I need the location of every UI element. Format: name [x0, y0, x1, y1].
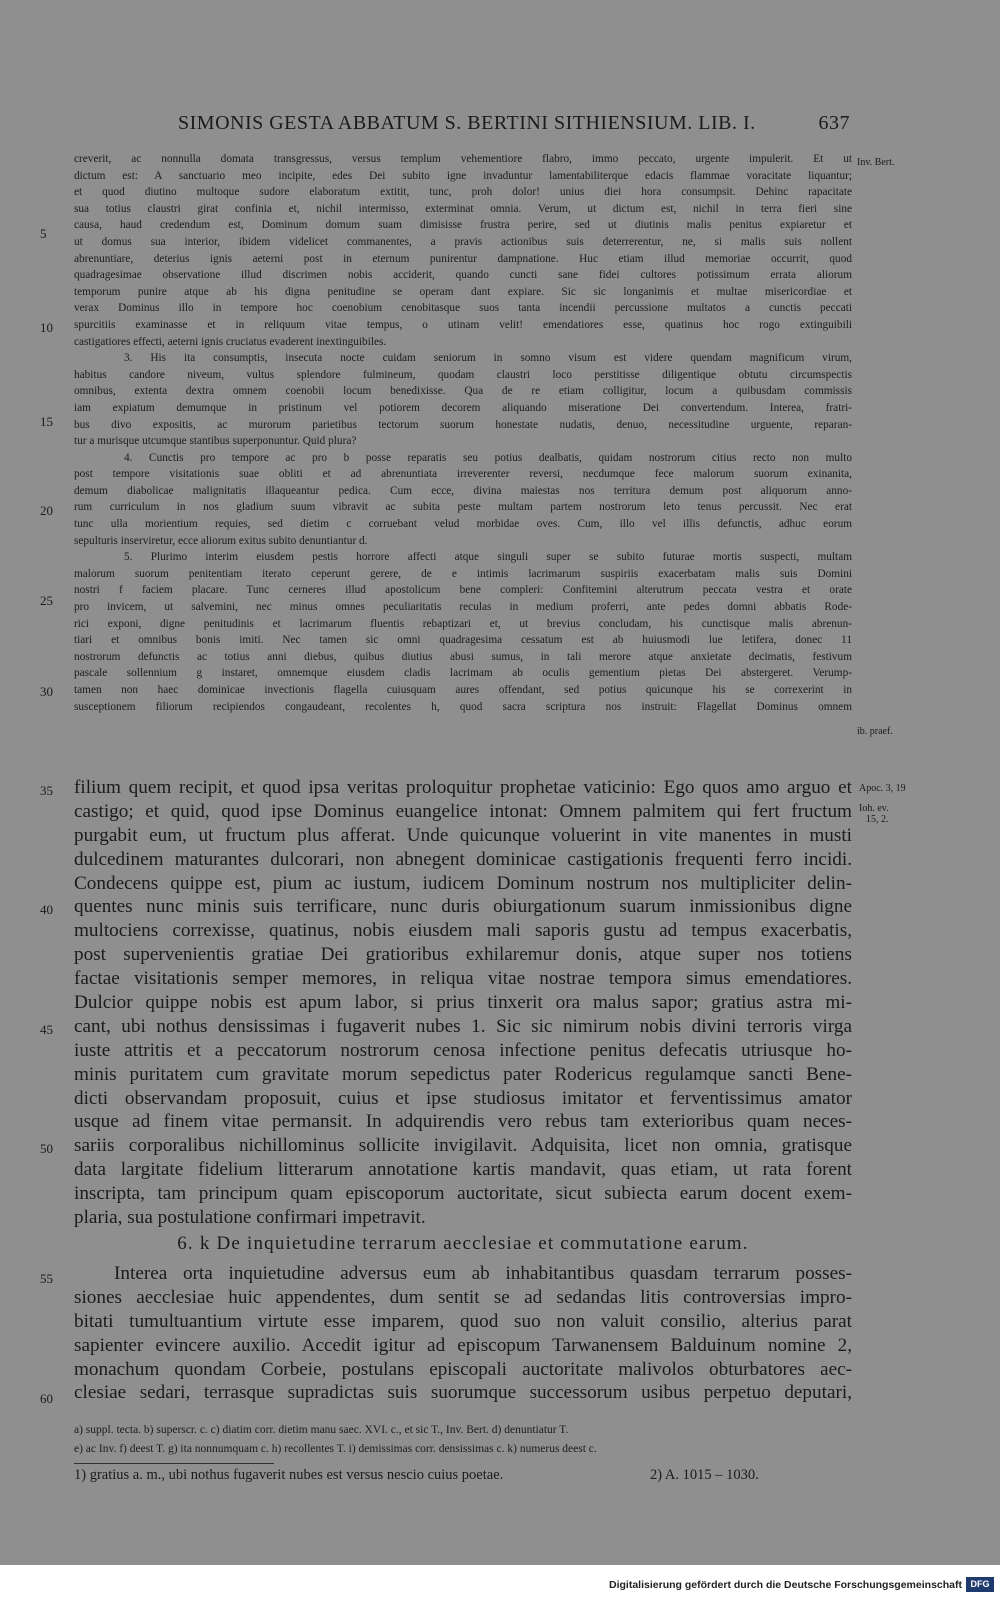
text-line: dicti observandam proposuit, cuius et ipse studiosus imitator et ferventissimus amator: [74, 1087, 852, 1109]
text-line: usque ad finem vitae permansit. In adquirendis vero rebus tam exterioribus quam neces-: [74, 1111, 852, 1133]
footnote-number-2: 2) A. 1015 – 1030.: [650, 1467, 759, 1483]
text-line: 4. Cunctis pro tempore ac pro b posse reparatis seu potius dealbatis, quidam nostrorum citius recto non multo: [124, 451, 852, 464]
text-line: omnibus, extenta dextra omnem coenobii locum benedixisse. Qua de re etiam colligitur, locum a quibusdam commissis: [74, 385, 852, 398]
text-line: abrenuntiare, deterius ignis aeterni post in eternum punirentur dampnatione. Huc etiam illud memoriae occurrit, quod: [74, 252, 852, 265]
text-line: quentes nunc minis suis terrificare, nunc duris obiurgationum suarum inmissionibus digne: [74, 896, 852, 918]
text-line: rum curriculum in nos gladium suum vibravit ac subita peste multam partem nostrorum leto tenus percussit. Nec erat: [74, 501, 852, 514]
text-line: malorum suorum penitentiam iterato ceperunt gerere, de e intimis lacrimarum suspiriis exacerbatam malis suis Domini: [74, 567, 852, 580]
text-line: minis puritatem cum gravitate morum sepedictus pater Rodericus regulamque sancti Bene-: [74, 1063, 852, 1085]
text-line: bitati tumultuantium virtute esse imparem, quod suo non valuit consilio, alterius parat: [74, 1310, 852, 1332]
text-line: cant, ubi nothus densissimas i fugaverit nubes 1. Sic sic nimirum nobis divini terroris virga: [74, 1015, 852, 1037]
text-line: siones aecclesiae huic appendentes, dum sentit se ad sedandas litis controversias impro-: [74, 1286, 852, 1308]
text-line: iam expiatum demumque in pristinum vel potiorem decorem aliquando miseratione Dei convertendum. Interea, fratri-: [74, 401, 852, 414]
text-line: causa, haud credendum est, Dominum domum suam dimisisse frustra perire, sed ut diutinis malis penitus expiaretur et: [74, 219, 852, 232]
text-line: spurcitiis examinasse et in reliquum vitae tempus, o utinam velit! emendatiores esse, quatinus hoc rogo extinguibili: [74, 318, 852, 331]
running-title: SIMONIS GESTA ABBATUM S. BERTINI SITHIENSIUM. LIB. I.: [178, 112, 756, 134]
text-line: sariis corporalibus nichillominus sollicite invigilavit. Adquisita, licet non omnia, gratisque: [74, 1135, 852, 1157]
large-text-block: [74, 776, 852, 1230]
footnote-line: a) suppl. tecta. b) superscr. c. c) diatim corr. dietim manu saec. XVI. c., et sic T., Inv. Bert. d) denuntiatur T.: [74, 1424, 569, 1436]
text-line: sapienter evincere auxilio. Accedit igitur ad episcopum Tarwanensem Balduinum nomine 2,: [74, 1334, 852, 1356]
text-line: inscripta, tam principum quam episcoporum auctoritate, sicut subiecta earum docent exem-: [74, 1183, 852, 1205]
text-line: susceptionem filiorum recipiendos congaudeant, recolentes h, quod sacra scriptura nos instruit: Flagellat Dominus omnem: [74, 700, 852, 713]
text-line: nostrorum defunctis ac totius anni diebus, quibus diutius abusi sumus, in tali merore atque anxietate decimatis, festivum: [74, 650, 852, 663]
line-number: 55: [40, 1271, 53, 1286]
line-number: 50: [40, 1141, 53, 1156]
line-number: 60: [40, 1391, 53, 1406]
text-line: quadragesimae observatione illud discrimen nobis acciderit, quando cuncti sane fidei cultores potissimum errata aliorum: [74, 269, 852, 282]
text-line: sua totius claustri girat confinia et, nichil intermisso, exterminat omnia. Verum, ut dictum est, nichil in terra fieri sine: [74, 202, 852, 215]
line-number: 10: [40, 320, 53, 335]
text-line: 5. Plurimo interim eiusdem pestis horrore affecti atque singuli super se subito futurae mortis suspecti, multam: [124, 551, 852, 564]
line-number: 40: [40, 902, 53, 917]
footnote-rule: [74, 1463, 274, 1464]
text-line: tiari et omnibus bonis imiti. Nec tamen sic omni quadragesima cessatum est ab huiusmodi lue letifera, donec 11: [74, 634, 852, 647]
text-line: pro invicem, ut salvemini, nec minus omnes peculiaritatis reculas in medium proferri, ante pedes domni abbatis Rode-: [74, 601, 852, 614]
text-line: creverit, ac nonnulla domata transgressus, versus templum vehementiore flabro, immo peccato, urgente impulerit. Et ut: [74, 153, 852, 165]
text-line: Interea orta inquietudine adversus eum ab inhabitantibus quasdam terrarum posses-: [114, 1263, 852, 1284]
text-line: dulcedinem maturantes dulcorari, non abnegent dominicae castigationis frequenti ferro incidi.: [74, 848, 852, 870]
text-line: temporum punire atque ab his digna penitudine se operam dant expiare. Sic sic longanimis et multae misericordiae et: [74, 285, 852, 298]
small-text-block: [74, 151, 852, 715]
text-line: pascale sollennium g instaret, omnemque eiusdem cladis lacrimam ab oculis gementium pietas Dei abstergeret. Verump-: [74, 667, 852, 680]
line-number: 35: [40, 783, 53, 798]
line-number: 25: [40, 593, 53, 608]
text-line: sepulturis inserviretur, ecce aliorum exitus subito denuntiantur d.: [74, 534, 368, 547]
text-line: 3. His ita consumptis, insecuta nocte cuidam seniorum in somno visum est videre quendam magnificum virum,: [124, 352, 852, 365]
text-line: rici exponi, digne penitudinis et lacrimarum fluentis rebaptizari et, ut brevius concludam, his cunctisque malis abrenun-: [74, 617, 852, 630]
text-line: demum diabolicae malignitatis illaqueantur pedica. Cum ecce, divina maiestas nos territura demum post aliquorum anno-: [74, 484, 852, 497]
text-line: clesiae sedari, terrasque supradictas suis suorumque successorum usibus perpetuo deputari,: [74, 1382, 852, 1404]
line-number: 45: [40, 1022, 53, 1037]
text-line: Dulcior quippe nobis est apum labor, si prius tinxerit ora malus sapor; gratius astra mi-: [74, 992, 852, 1014]
text-line: castigo; et quid, quod ipse Dominus euangelice intonat: Omnem palmitem qui fert fructum: [74, 800, 852, 822]
text-line: verax Dominus illo in tempore hoc coenobium cenobitasque suos tanta incendii percussione multatos a cunctis peccati: [74, 302, 852, 315]
text-line: castigatiores effecti, aeterni ignis cruciatus evaderent inextinguibiles.: [74, 335, 387, 348]
text-line: purgabit eum, ut fructum plus afferat. Unde quicunque voluerint in vite manentes in musti: [74, 824, 852, 846]
text-line: monachum quondam Corbeie, postulans episcopali auctoritate malivolos obturbatores aec-: [74, 1358, 852, 1380]
footnote-number-1: 1) gratius a. m., ubi nothus fugaverit nubes est versus nescio cuius poetae.: [74, 1467, 504, 1483]
line-number: 5: [40, 226, 47, 241]
text-line: et quod diutino multoque sudore elaboratum extitit, tunc, proh dolor! unius diei hora consumpsit. Dehinc rapacitate: [74, 186, 852, 199]
margin-note: 15, 2.: [866, 814, 889, 825]
text-line: tunc ulla morientium requies, sed dietim c corruebant velud morbidae oves. Cum, illo vel illis defunctis, adhuc eorum: [74, 518, 852, 531]
margin-note: ib. praef.: [857, 726, 893, 737]
large-text-block-2: [74, 1262, 852, 1405]
credit-bar: [0, 1565, 1000, 1599]
text-line: tamen non haec dominicae invectionis flagella cuiusquam aures offendant, sed potius quicunque his se correxerint in: [74, 684, 852, 696]
line-number: 15: [40, 414, 53, 429]
text-line: habitus candore niveum, vultus splendore fulmineum, quodam claustri loco perstitisse diligentique obtutu circumspectis: [74, 368, 852, 381]
margin-note: Inv. Bert.: [857, 157, 895, 168]
text-line: ut domus sua interior, ibidem videlicet commanentes, a pravis actionibus suis deterrerentur, ne, si malis suis nollent: [74, 235, 852, 248]
text-line: iuste attritis et a peccatorum nostrorum cenosa infectione penitus defecatis utriusque ho-: [74, 1039, 852, 1061]
text-line: tur a murisque utcumque stantibus superponuntur. Quid plura?: [74, 435, 357, 448]
text-line: filium quem recipit, et quod ipsa veritas proloquitur prophetae vaticinio: Ego quos amo arguo et: [74, 777, 852, 798]
page-number: 637: [818, 112, 850, 134]
margin-note: Apoc. 3, 19: [859, 783, 906, 794]
margin-note: Ioh. ev.: [859, 803, 889, 814]
text-line: post supervenientis gratiae Dei gratioribus exhilaremur donis, atque super nos totiens: [74, 944, 852, 966]
credit-text: Digitalisierung gefördert durch die Deutsche Forschungsgemeinschaft: [609, 1579, 962, 1591]
dfg-logo: DFG: [966, 1577, 994, 1592]
text-line: nostri f faciem placare. Tunc cerneres illud apostolicum bene compleri: Confitemini alterutrum peccata vestra et orate: [74, 584, 852, 597]
text-line: bus divo expositis, ac murorum parietibus tectorum suorum honestate nudatis, denuo, necessitudine urguente, reparan-: [74, 418, 852, 431]
running-header: [178, 112, 850, 142]
text-line: post tempore visitationis suae obliti et ad abrenuntiata irreverenter reversi, necdumque fece malorum suorum exinanita,: [74, 468, 852, 481]
footnote-line: e) ac Inv. f) deest T. g) ita nonnumquam c. h) recollentes T. i) demissimas corr. densissimas c. k) numerus deest c.: [74, 1443, 597, 1455]
text-line: factae visitationis semper memores, in reliqua vitae nostrae tempora simus emendatiores.: [74, 968, 852, 990]
text-line: Condecens quippe est, pium ac iustum, iudicem Dominum nostrum nos multipliciter delin-: [74, 872, 852, 894]
text-line: dictum est: A sanctuario meo incipite, edes Dei subito igne invaduntur lamentabiliterque edacis flammae voracitate liquantur;: [74, 169, 852, 182]
section-heading: 6. k De inquietudine terrarum aecclesiae et commutatione earum.: [177, 1233, 749, 1254]
line-number: 20: [40, 503, 53, 518]
line-number: 30: [40, 684, 53, 699]
text-line: data largitate fidelium litterarum annotatione kartis mandavit, quas etiam, ut rata forent: [74, 1159, 852, 1181]
text-line: multociens correxisse, quatinus, nobis eiusdem mali saporis gustu ad tempus exacerbatis,: [74, 920, 852, 942]
text-line: plaria, sua postulatione confirmari impetravit.: [74, 1207, 426, 1229]
